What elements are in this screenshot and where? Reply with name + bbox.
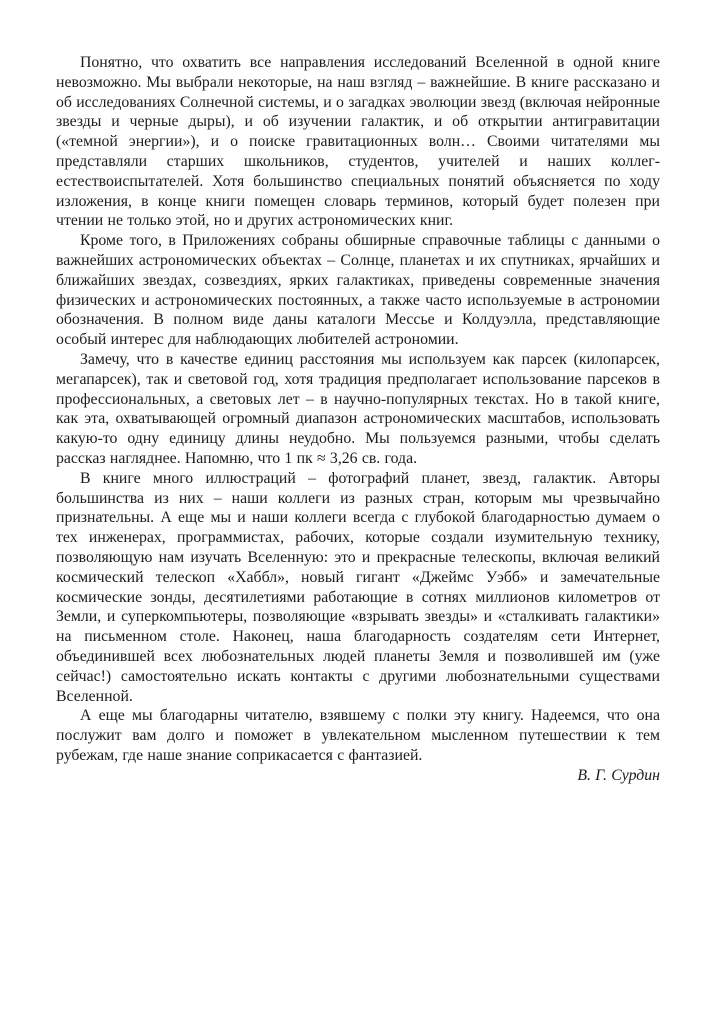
paragraph-illustrations: В книге много иллюстраций – фотографий планет, звезд, галактик. Авторы большинства из них – наши коллеги из разных стран, которым мы чрезвычайно признательны. А еще мы и наши коллеги всегда с глубокой благодарностью думаем о тех инженерах, программистах, рабочих, которые создали изумительную технику, позволяющую нам изучать Вселенную: это и прекрасные телескопы, включая великий космический телескоп «Хаббл», новый гигант «Джеймс Уэбб» и замечательные космические зонды, десятилетиями работающие в сотнях миллионов километров от Земли, и суперкомпьютеры, позволяющие «взрывать звезды» и «сталкивать галактики» на письменном столе. Наконец, наша благодарность создателям сети Интернет, объединившей всех любознательных людей планеты Земля и позволившей им (уже сейчас!) самостоятельно искать контакты с другими любознательными существами Вселенной. <box>56 469 660 705</box>
paragraph-units: Замечу, что в качестве единиц расстояния мы используем как парсек (килопарсек, мегапарсек), так и световой год, хотя традиция предполагает использование парсеков в профессиональных, а световых лет – в научно-популярных текстах. Но в такой книге, как эта, охватывающей огромный диапазон астрономических масштабов, использовать какую-то одну единицу длины неудобно. Мы пользуемся разными, чтобы сделать рассказ нагляднее. Напомню, что 1 пк ≈ 3,26 св. года. <box>56 350 660 467</box>
paragraph-intro: Понятно, что охватить все направления исследований Вселенной в одной книге невозможно. Мы выбрали некоторые, на наш взгляд – важнейшие. В книге рассказано и об исследованиях Солнечной системы, и о загадках эволюции звезд (включая нейронные звезды и черные дыры), и об изучении галактик, и об открытии антигравитации («темной энергии»), и о поиске гравитационных волн… Своими читателями мы представляли старших школьников, студентов, учителей и наших коллег-естествоиспытателей. Хотя большинство специальных понятий объясняется по ходу изложения, в конце книги помещен словарь терминов, который будет полезен при чтении не только этой, но и других астрономических книг. <box>56 54 660 230</box>
author-signature: В. Г. Сурдин <box>577 766 660 784</box>
paragraph-reader-thanks: А еще мы благодарны читателю, взявшему с полки эту книгу. Надеемся, что она послужит вам долго и поможет в увлекательном мысленном путешествии к тем рубежам, где наше знание соприкасается с фантазией. <box>56 707 660 764</box>
paragraph-appendices: Кроме того, в Приложениях собраны обширные справочные таблицы с данными о важнейших астрономических объектах – Солнце, планетах и их спутниках, ярчайших и ближайших звездах, созвездиях, ярких галактиках, приведены современные значения физических и астрономических постоянных, а также часто используемые в астрономии обозначения. В полном виде даны каталоги Мессье и Колдуэлла, представляющие особый интерес для наблюдающих любителей астрономии. <box>56 232 660 349</box>
